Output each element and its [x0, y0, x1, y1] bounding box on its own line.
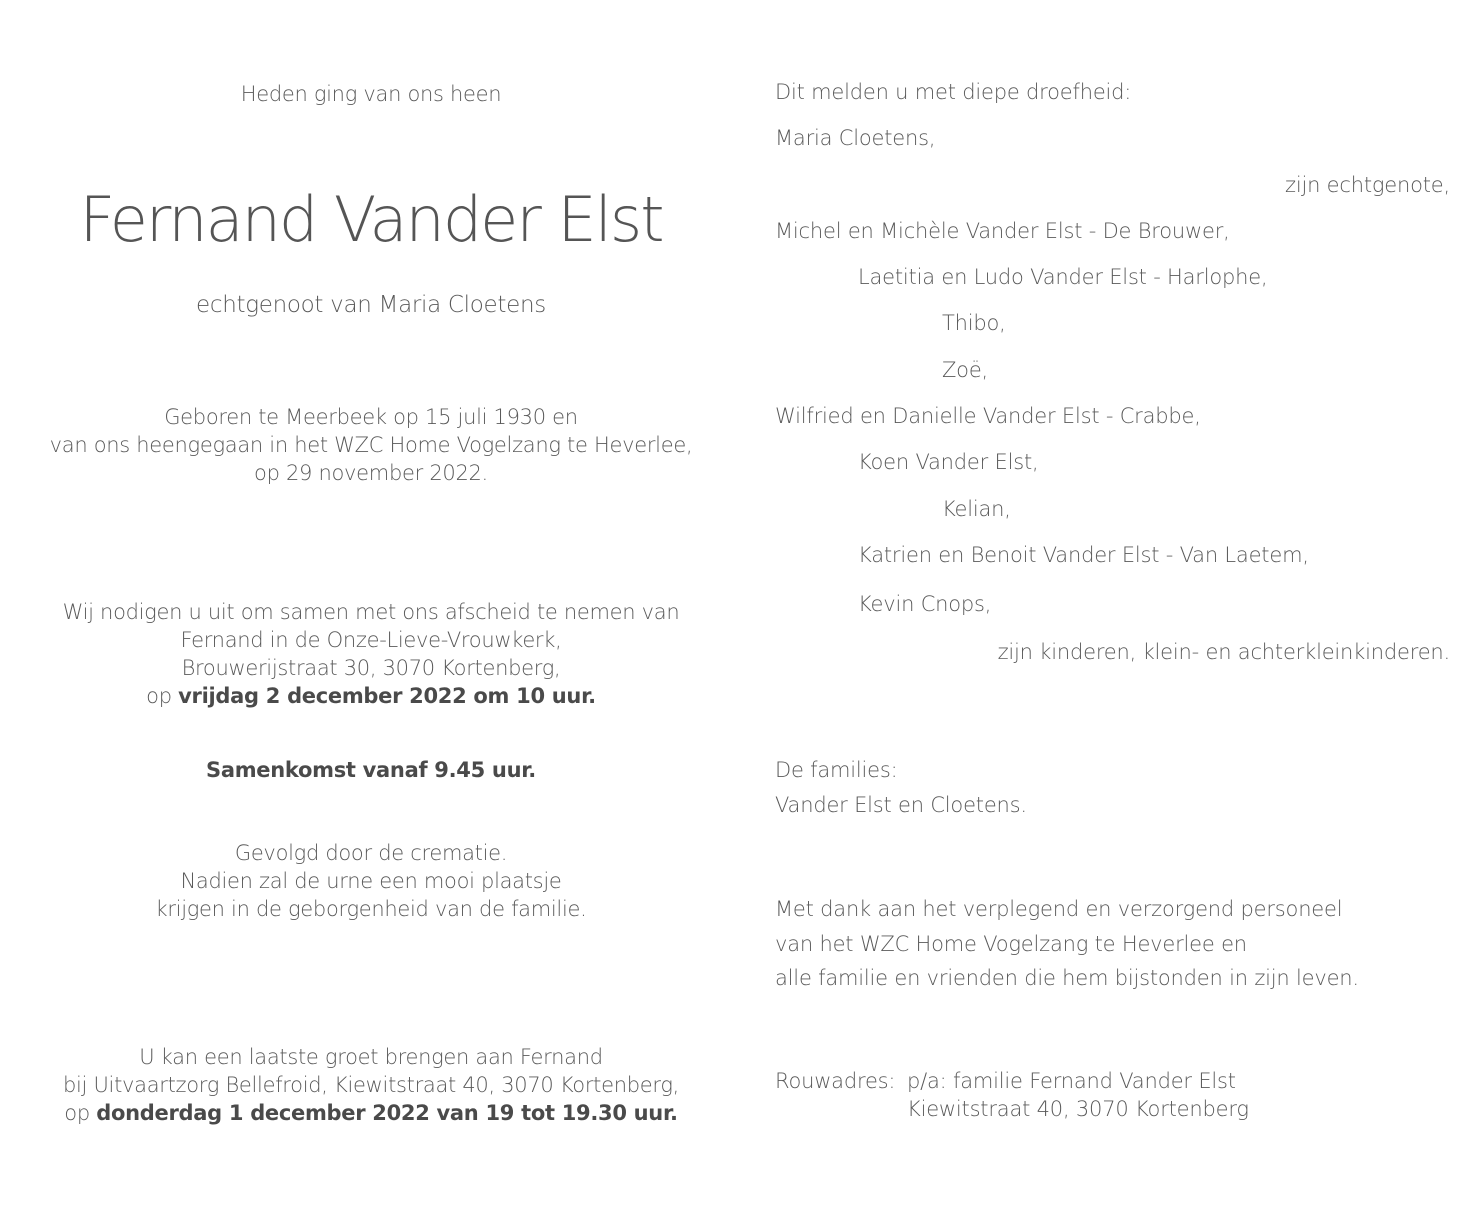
cremation-line-3: krijgen in de geborgenheid van de familie. — [155, 897, 587, 921]
ceremony-date: vrijdag 2 december 2022 om 10 uur. — [178, 684, 596, 708]
intro-text: Heden ging van ons heen — [240, 82, 502, 106]
cremation-line-2: Nadien zal de urne een mooi plaatsje — [180, 869, 562, 893]
family-member: Laetitia en Ludo Vander Elst - Harlophe, — [858, 265, 1268, 289]
families-names: Vander Elst en Cloetens. — [775, 793, 1027, 817]
thanks-line-2: van het WZC Home Vogelzang te Heverlee en — [775, 932, 1247, 956]
cremation-line-1: Gevolgd door de crematie. — [234, 841, 508, 865]
children-role: zijn kinderen, klein- en achterkleinkinderen. — [997, 640, 1450, 664]
birth-death-info — [40, 403, 702, 487]
announcement: Dit melden u met diepe droefheid: — [775, 80, 1132, 104]
address-label: Rouwadres: — [775, 1069, 896, 1093]
family-member: Zoë, — [942, 358, 989, 382]
invitation-line-2: Fernand in de Onze-Lieve-Vrouwkerk, — [180, 628, 562, 652]
birth-line-1: Geboren te Meerbeek op 15 juli 1930 en — [164, 405, 578, 429]
gathering-time: Samenkomst vanaf 9.45 uur. — [206, 758, 536, 782]
deceased-name: Fernand Vander Elst — [79, 183, 663, 256]
invitation-line-1: Wij nodigen u uit om samen met ons afscheid te nemen van — [62, 600, 680, 624]
ceremony-invitation — [40, 598, 702, 710]
family-member: Thibo, — [942, 311, 1006, 335]
visit-line-2: bij Uitvaartzorg Bellefroid, Kiewitstraat 40, 3070 Kortenberg, — [62, 1073, 680, 1097]
family-member: Kevin Cnops, — [858, 592, 992, 616]
family-member: Kelian, — [942, 497, 1011, 521]
visitation-info — [40, 1043, 702, 1127]
visit-line-3: op donderdag 1 december 2022 van 19 tot 19.30 uur. — [64, 1101, 678, 1125]
address-line-1: p/a: familie Fernand Vander Elst — [907, 1069, 1236, 1093]
birth-line-2: van ons heengegaan in het WZC Home Vogelzang te Heverlee, — [49, 433, 693, 457]
cremation-info — [40, 839, 702, 923]
wife-role: zijn echtgenote, — [1285, 173, 1450, 197]
invitation-line-4: op vrijdag 2 december 2022 om 10 uur. — [146, 684, 596, 708]
family-member: Koen Vander Elst, — [858, 450, 1039, 474]
address-line-2: Kiewitstraat 40, 3070 Kortenberg — [907, 1097, 1249, 1121]
visitation-date: donderdag 1 december 2022 van 19 tot 19.30 uur. — [96, 1101, 678, 1125]
families-label: De families: — [775, 758, 898, 782]
family-member: Katrien en Benoit Vander Elst - Van Laetem, — [858, 543, 1309, 567]
visit-line-1: U kan een laatste groet brengen aan Fernand — [139, 1045, 603, 1069]
thanks-line-1: Met dank aan het verplegend en verzorgend personeel — [775, 897, 1343, 921]
spouse-line: echtgenoot van Maria Cloetens — [196, 292, 546, 318]
wife-name: Maria Cloetens, — [775, 126, 936, 150]
thanks-line-3: alle familie en vrienden die hem bijstonden in zijn leven. — [775, 966, 1359, 990]
invitation-line-3: Brouwerijstraat 30, 3070 Kortenberg, — [181, 656, 561, 680]
family-member: Wilfried en Danielle Vander Elst - Crabbe, — [775, 404, 1201, 428]
birth-line-3: op 29 november 2022. — [254, 461, 488, 485]
family-member: Michel en Michèle Vander Elst - De Brouwer, — [775, 219, 1230, 243]
